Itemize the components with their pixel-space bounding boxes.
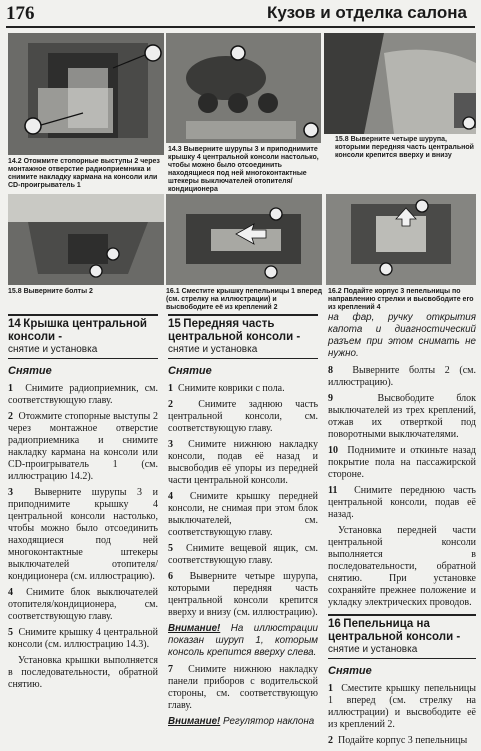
section-16-step: 2 Подайте корпус 3 пепельницы [328, 735, 468, 746]
section-14-step: 5 Снимите крышку 4 центральной консоли (см. иллюстрацию 14.3). [8, 627, 159, 650]
section-14 [8, 314, 158, 696]
caption-15-8b: 15.8 Выверните болты 2 [8, 288, 93, 295]
section-15-step: 6 Выверните четыре шурупа, которыми передняя часть центральной консоли крепится вверху и внизу (см. иллюстрацию). [168, 571, 319, 618]
column-3 [328, 312, 476, 751]
section-14-subtitle: снятие и установка [8, 344, 98, 355]
caption-16-2: 16.2 Подайте корпус 3 пепельницы по направлению стрелки и высвободите его из креплений 4 [328, 288, 474, 311]
section-15-step: 11 Снимите переднюю часть центральной консоли, подав её назад. [328, 485, 476, 520]
section-15-step: 4 Снимите крышку передней консоли, не снимая при этом блок выключателей, см. соответствующую главу. [168, 491, 318, 538]
section-14-heading [8, 314, 158, 359]
page-title: Кузов и отделка салона [267, 3, 467, 22]
section-15 [168, 314, 318, 733]
section-15-subtitle: снятие и установка [168, 344, 258, 355]
section-16-number: 16 [328, 618, 341, 630]
section-14-name: Крышка центральной консоли - [8, 318, 147, 343]
section-15-subheading: Снятие [168, 365, 212, 377]
page-header [0, 0, 481, 30]
section-14-step: 1 Снимите радиоприемник, см. соответствующую главу. [8, 383, 158, 406]
section-16-subheading: Снятие [328, 665, 372, 677]
section-16-subtitle: снятие и установка [328, 644, 418, 655]
section-15-step: 7 Снимите нижнюю накладку панели приборов с водительской стороны, см. соответствующую главу. [168, 664, 318, 711]
section-14-step: 2 Отожмите стопорные выступы 2 через монтажное отверстие радиоприемника и снимите накладку кармана на консоли или CD-проигрыватель 1 (см. иллюстрацию 14.2). [8, 411, 158, 482]
section-14-install: Установка крышки выполняется в последовательности, обратной снятию. [8, 655, 158, 690]
section-16-name: Пепельница на центральной консоли - [328, 618, 461, 643]
section-14-step: 3 Выверните шурупы 3 и приподнимите крышку 4 центральной консоли настолько, чтобы можно было отсоединить находящиеся под ней многоконтактные штекеры выключателей отопителя/кондиционера (см. иллюстрацию). [8, 487, 158, 582]
caption-14-3: 14.3 Выверните шурупы 3 и приподнимите крышку 4 центральной консоли настолько, чтобы можно было отсоединить находящиеся под ней многоконтактные штекеры выключателей отопителя/кондиционера [168, 146, 319, 193]
photo-14-2 [8, 33, 164, 155]
photo-16-1 [166, 194, 322, 285]
section-14-step: 4 Снимите блок выключателей отопителя/кондиционера, см. соответствующую главу. [8, 587, 158, 622]
section-15-name: Передняя часть центральной консоли - [168, 318, 301, 343]
continuation-note: на фар, ручку открытия капота и диагностический разъем при этом снимать не нужно. [328, 312, 476, 359]
section-15-step: 8 Выверните болты 2 (см. иллюстрацию). [328, 365, 476, 388]
section-15-step: 5 Снимите вещевой ящик, см. соответствующую главу. [168, 543, 318, 566]
photo-15-8b [8, 194, 164, 285]
page-number: 176 [6, 3, 35, 24]
photo-15-8 [324, 33, 476, 134]
section-15-note-2: Внимание! Регулятор наклона [168, 716, 315, 727]
section-15-step: 10 Поднимите и откиньте назад покрытие пола на пассажирской стороне. [328, 445, 477, 480]
header-rule [6, 26, 475, 28]
section-15-install: Установка передней части центральной консоли выполняется в последовательности, обратной снятию. При установке сохраняйте прежнее положение и укладку электрических проводов. [328, 525, 476, 608]
section-15-heading [168, 314, 318, 359]
photo-16-2 [326, 194, 476, 285]
section-15-step: 3 Снимите нижнюю накладку консоли, подав её назад и высвободив её упоры из передней части центральной консоли. [168, 439, 318, 486]
section-16-step: 1 Сместите крышку пепельницы 1 вперед (см. стрелку на иллюстрации) и высвободите её из креплений 2. [328, 683, 476, 730]
caption-15-8: 15.8 Выверните четыре шурупа, которыми передняя часть центральной консоли крепится вверху и внизу [335, 136, 474, 159]
caption-14-2: 14.2 Отожмите стопорные выступы 2 через монтажное отверстие радиоприемника и снимите накладку кармана на консоли или CD-проигрыватель 1 [8, 158, 160, 189]
section-14-subheading: Снятие [8, 365, 52, 377]
section-16-heading [328, 614, 476, 659]
caption-16-1: 16.1 Сместите крышку пепельницы 1 вперед (см. стрелку на иллюстрации) и высвободите её из креплений 2 [166, 288, 323, 311]
section-14-number: 14 [8, 318, 21, 330]
section-15-step: 9 Высвободите блок выключателей из трех креплений, отжав их отверткой под поворотными выключателями. [328, 393, 477, 440]
section-15-number: 15 [168, 318, 181, 330]
photo-14-3 [166, 33, 321, 143]
section-15-note-1: Внимание! На иллюстрации показан шуруп 1, которым консоль крепится вверху слева. [168, 623, 318, 658]
section-15-step: 1 Снимите коврики с пола. [168, 383, 285, 394]
section-15-step: 2 Снимите заднюю часть центральной консоли, см. соответствующую главу. [168, 399, 318, 434]
